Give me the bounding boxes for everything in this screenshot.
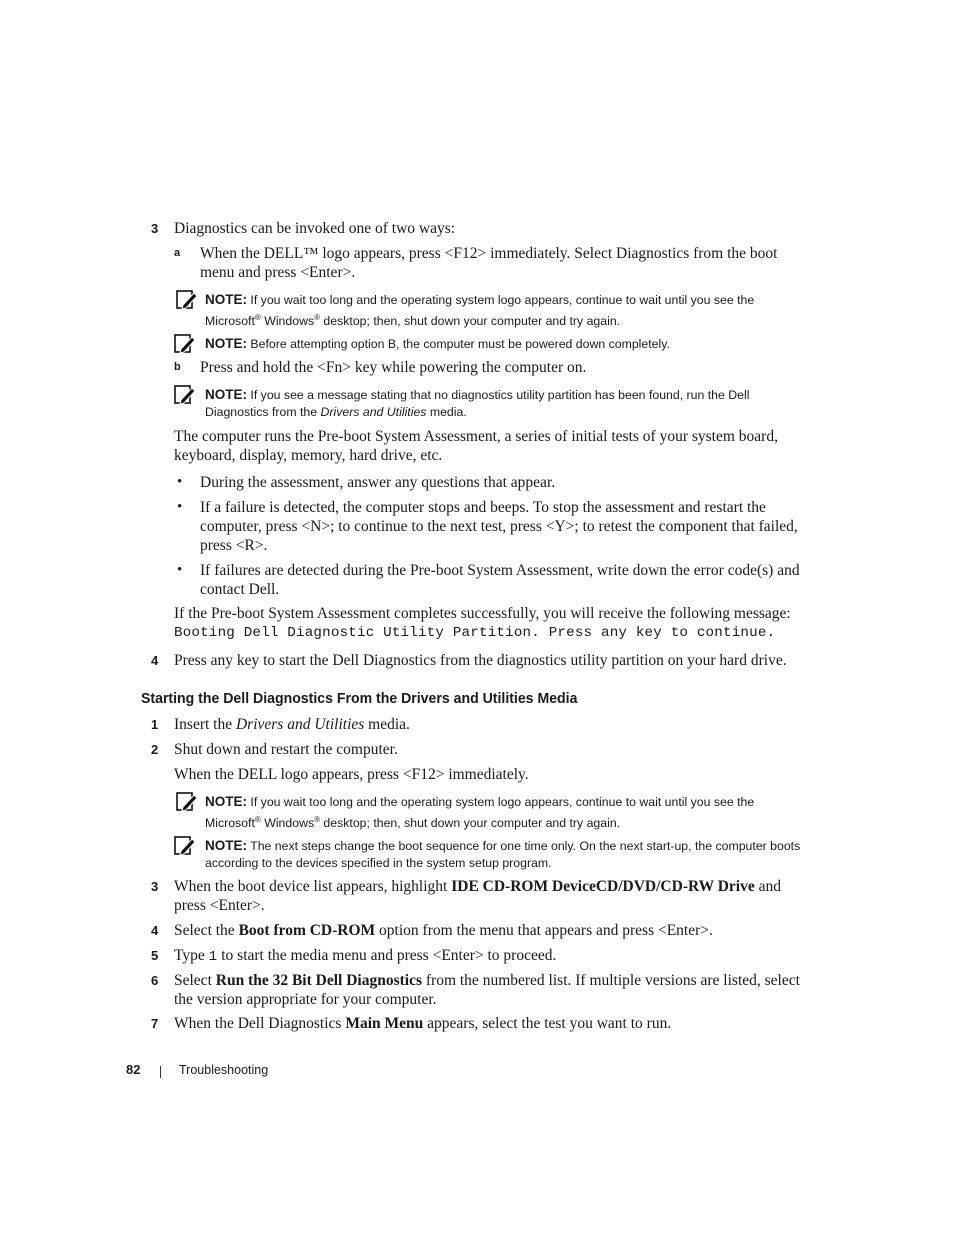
step-text-part: When the boot device list appears, highlight xyxy=(174,878,452,895)
step-text-code: 1 xyxy=(208,949,218,965)
step-text xyxy=(174,921,814,940)
note xyxy=(205,291,805,330)
step-text xyxy=(174,971,814,1009)
note-label: NOTE: xyxy=(205,336,247,351)
step-text-part: to start the media menu and press <Enter> to proceed. xyxy=(217,947,557,964)
page-number: 82 xyxy=(126,1062,141,1077)
step-number: 4 xyxy=(151,653,159,668)
step-text-italic: Drivers and Utilities xyxy=(235,716,365,733)
step-text-part: Insert the xyxy=(174,716,236,733)
step-number: 7 xyxy=(151,1016,159,1031)
note-text: Microsoft xyxy=(205,314,255,329)
paragraph: The computer runs the Pre-boot System Assessment, a series of initial tests of your system board, keyboard, display, memory, hard drive, etc. xyxy=(174,428,778,464)
step-number: 4 xyxy=(151,923,159,938)
step-number: 5 xyxy=(151,948,159,963)
step-text: Diagnostics can be invoked one of two ways: xyxy=(174,220,456,237)
step-text-part: Select the xyxy=(174,922,239,939)
note-text: media. xyxy=(426,405,467,419)
step-text-part: and press <Enter>. xyxy=(174,878,781,914)
registered-mark-icon: ® xyxy=(314,313,321,322)
note xyxy=(205,837,815,872)
note-text: Windows xyxy=(260,816,315,831)
step-text xyxy=(174,946,814,967)
step-text xyxy=(174,715,814,734)
step-text-part: option from the menu that appears and press <Enter>. xyxy=(375,922,713,939)
step-number: 3 xyxy=(151,221,159,236)
note-text: Windows xyxy=(260,314,315,329)
pencil-note-icon xyxy=(174,836,196,856)
registered-mark-icon: ® xyxy=(254,313,261,322)
note xyxy=(205,386,790,421)
note-label: NOTE: xyxy=(205,838,247,853)
bullet-icon: • xyxy=(177,499,183,515)
note-text: If you wait too long and the operating system logo appears, continue to wait until you see the xyxy=(250,795,755,809)
note-text: Microsoft xyxy=(205,816,255,831)
note-text: desktop; then, shut down your computer and try again. xyxy=(320,816,621,831)
note-text: Before attempting option B, the computer must be powered down completely. xyxy=(250,337,670,351)
bullet-text: If a failure is detected, the computer stops and beeps. To stop the assessment and restart the computer, press <N>; to continue to the next test, press <Y>; to retest the component that failed, press <R>. xyxy=(200,499,798,554)
system-message: Booting Dell Diagnostic Utility Partition. Press any key to continue. xyxy=(174,625,776,641)
pencil-note-icon xyxy=(174,385,196,405)
footer-divider xyxy=(160,1066,161,1078)
step-text-bold: Boot from CD-ROM xyxy=(238,922,376,939)
note-text: The next steps change the boot sequence for one time only. On the next start-up, the computer boots according to the devices specified in the system setup program. xyxy=(205,839,801,870)
step-text-bold: Run the 32 Bit Dell Diagnostics xyxy=(215,972,422,989)
pencil-note-icon xyxy=(174,334,196,354)
note-text: If you wait too long and the operating system logo appears, continue to wait until you see the xyxy=(250,293,755,307)
step-text xyxy=(174,877,814,915)
step-text-part: Select xyxy=(174,972,216,989)
bullet-icon: • xyxy=(177,562,183,578)
step-text-part: appears, select the test you want to run. xyxy=(423,1015,672,1032)
note-label: NOTE: xyxy=(205,794,247,809)
sub-step-text: When the DELL™ logo appears, press <F12> immediately. Select Diagnostics from the boot menu and press <Enter>. xyxy=(200,245,778,281)
registered-mark-icon: ® xyxy=(314,815,321,824)
footer-title: Troubleshooting xyxy=(179,1063,269,1077)
sub-step-text: Press and hold the <Fn> key while powering the computer on. xyxy=(200,359,587,376)
note xyxy=(205,793,805,832)
step-text: Press any key to start the Dell Diagnostics from the diagnostics utility partition on your hard drive. xyxy=(174,652,787,669)
step-text-part: When the Dell Diagnostics xyxy=(174,1015,346,1032)
step-text-part: from the numbered list. If multiple versions are listed, select the version appropriate for your computer. xyxy=(174,972,800,1008)
step-text-part: Type xyxy=(174,947,209,964)
step-number: 2 xyxy=(151,742,159,757)
step-number: 1 xyxy=(151,717,159,732)
note-label: NOTE: xyxy=(205,387,247,402)
registered-mark-icon: ® xyxy=(254,815,261,824)
note-text: If you see a message stating that no diagnostics utility partition has been found, run the Dell Diagnostics from the xyxy=(205,388,750,419)
sub-step-label: a xyxy=(174,247,181,259)
sub-step-label: b xyxy=(174,361,181,373)
paragraph: If the Pre-boot System Assessment completes successfully, you will receive the following message: xyxy=(174,605,791,622)
bullet-text: During the assessment, answer any questions that appear. xyxy=(200,474,556,491)
step-text xyxy=(174,1014,814,1033)
note xyxy=(205,335,805,353)
note-text: desktop; then, shut down your computer and try again. xyxy=(320,314,621,329)
step-number: 6 xyxy=(151,973,159,988)
step-text-bold: Main Menu xyxy=(345,1015,424,1032)
step-text: Shut down and restart the computer. xyxy=(174,741,398,758)
bullet-text: If failures are detected during the Pre-boot System Assessment, write down the error code(s) and contact Dell. xyxy=(200,562,800,598)
step-number: 3 xyxy=(151,879,159,894)
step-text-bold: IDE CD-ROM DeviceCD/DVD/CD-RW Drive xyxy=(451,878,755,895)
section-heading: Starting the Dell Diagnostics From the Drivers and Utilities Media xyxy=(141,690,578,707)
note-text-italic: Drivers and Utilities xyxy=(320,405,427,419)
pencil-note-icon xyxy=(176,290,198,310)
bullet-icon: • xyxy=(177,474,183,490)
note-label: NOTE: xyxy=(205,292,247,307)
step-subtext: When the DELL logo appears, press <F12> immediately. xyxy=(174,766,529,783)
step-text-part: media. xyxy=(364,716,410,733)
pencil-note-icon xyxy=(176,792,198,812)
